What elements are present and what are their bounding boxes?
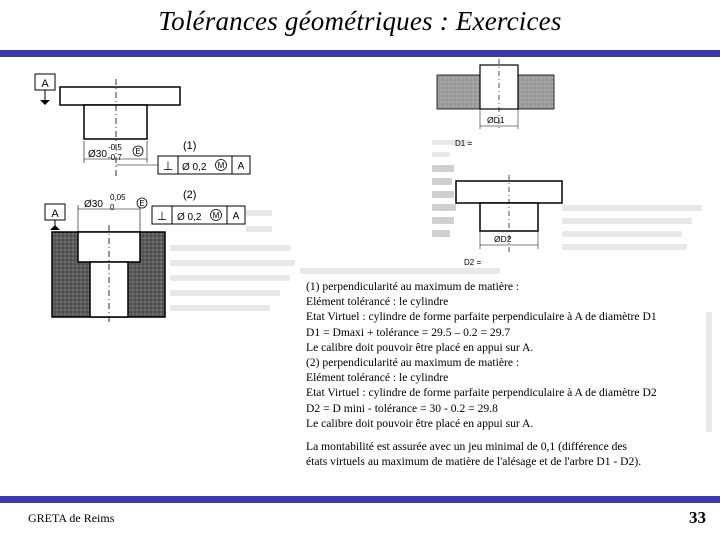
conclusion-line: états virtuels au maximum de matière de l'alésage et de l'arbre D1 - D2).: [306, 455, 642, 469]
part-2-drawing: [45, 189, 245, 322]
dim2-value: Ø30: [84, 199, 103, 210]
dim2-upper: 0,05: [110, 193, 126, 202]
slide-title: Tolérances géométriques : Exercices: [158, 6, 562, 36]
dim2-lower: 0: [110, 203, 115, 212]
frame1-symbol: ⊥: [162, 159, 174, 173]
answer-line: Elément tolérancé : le cylindre: [306, 295, 449, 309]
label-1: (1): [183, 140, 197, 152]
footer-divider: [0, 496, 720, 503]
dim1-upper: -0,5: [108, 143, 122, 152]
answer-line: (1) perpendicularité au maximum de matière :: [306, 280, 520, 293]
frame1-modifier: M: [217, 161, 225, 170]
d2-equation: D2 =: [464, 258, 482, 267]
datum-a-label-2: A: [51, 208, 59, 220]
answer-line: Le calibre doit pouvoir être placé en appui sur A.: [306, 416, 534, 430]
answer-line: (2) perpendicularité au maximum de matière :: [306, 356, 520, 370]
d2-label: ØD2: [494, 234, 512, 244]
header-divider: [0, 50, 720, 57]
answer-line: D1 = Dmaxi + tolérance = 29.5 – 0.2 = 29.7: [306, 325, 511, 339]
frame2-datum: A: [232, 211, 240, 222]
part-1-drawing: [35, 74, 250, 179]
frame1-tolerance: Ø 0,2: [182, 162, 207, 173]
footer-organization: GRETA de Reims: [28, 511, 115, 525]
frame2-symbol: ⊥: [156, 209, 168, 223]
answer-line: Elément tolérancé : le cylindre: [306, 371, 449, 385]
frame2-tolerance: Ø 0,2: [177, 212, 202, 223]
answer-line: Etat Virtuel : cylindre de forme parfaite perpendiculaire à A de diamètre D1: [306, 310, 657, 324]
answer-line: D2 = D mini - tolérance = 30 - 0.2 = 29.8: [306, 401, 498, 415]
gauge-d1-drawing: [437, 59, 554, 148]
d1-label: ØD1: [487, 115, 505, 125]
label-2: (2): [183, 189, 197, 201]
frame2-modifier: M: [212, 211, 220, 220]
answer-line: Etat Virtuel : cylindre de forme parfaite perpendiculaire à A de diamètre D2: [306, 386, 657, 400]
answer-line: Le calibre doit pouvoir être placé en appui sur A.: [306, 340, 534, 354]
gauge-d2-drawing: [456, 175, 562, 267]
datum-a-label: A: [41, 78, 49, 90]
envelope-symbol: E: [135, 147, 141, 156]
svg-text:E: E: [139, 199, 145, 208]
frame1-datum: A: [237, 161, 245, 172]
page-number: 33: [689, 508, 706, 527]
dim1-lower: -0,7: [108, 153, 122, 162]
d1-equation: D1 =: [455, 139, 473, 148]
dim1-value: Ø30: [88, 149, 107, 160]
answer-text-block: [306, 279, 706, 469]
conclusion-line: La montabilité est assurée avec un jeu minimal de 0,1 (différence des: [306, 440, 628, 454]
